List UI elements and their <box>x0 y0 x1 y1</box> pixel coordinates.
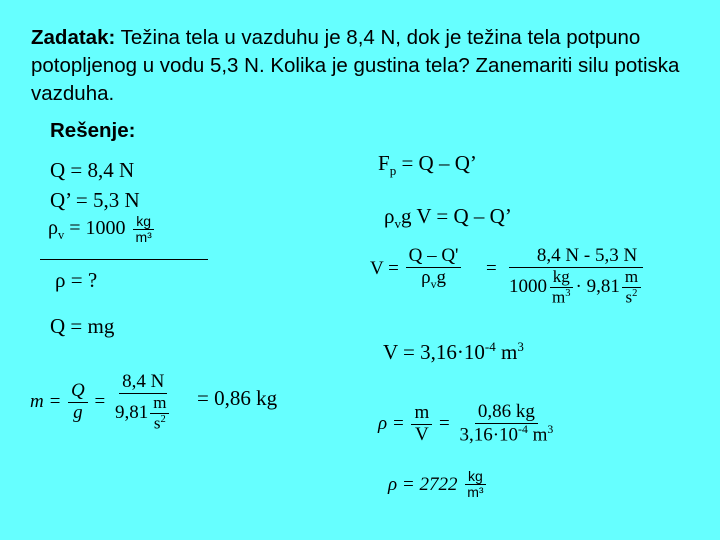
rho-water-value: = 1000 <box>69 216 126 239</box>
mass-result: = 0,86 kg <box>197 386 278 410</box>
density-lhs: ρ = <box>378 413 405 435</box>
volume-eq: = <box>486 258 497 279</box>
rho-water-unit: $\frac{kg}{\text{m³}}$ <box>132 214 154 246</box>
density-result: ρ = 2722 $\frac{kg}{\text{m³}}$ <box>388 469 489 501</box>
volume-frac-values: 8,4 N - 5,3 N 1000 $\frac{kg}{m^3}$ · 9,81 $\frac{m}{s^2}$ <box>504 246 648 307</box>
mass-calculation: m = $\frac{Q}{g}$ = 8,4 N 9,81 $\frac{m}{s^2}$ <box>30 372 176 433</box>
mass-frac-q-g: $\frac{Q}{g}$ <box>68 381 88 424</box>
volume-frac-symbolic: $\frac{Q - Q'}{\rho_vg}$ <box>406 246 462 292</box>
mass-frac-values: 8,4 N 9,81 $\frac{m}{s^2}$ <box>112 372 174 433</box>
buoyancy-force: $F_p = Q - Q$’ <box>378 151 477 179</box>
given-q: Q = 8,4 N <box>50 158 135 182</box>
mass-lhs: m = <box>30 391 62 413</box>
density-frac-symbolic: $\frac{m}{V}$ <box>411 403 432 446</box>
solution-heading: Rešenje: <box>50 119 136 142</box>
problem-text: Težina tela u vazduhu je 8,4 N, dok je težina tela potpuno potopljenog u vodu 5,3 N. Kolika je gustina tela? Zanemariti silu potiska vazduha. <box>31 26 680 105</box>
given-divider <box>40 259 208 260</box>
rho-symbol: ρ <box>48 216 58 239</box>
volume-lhs: V = <box>370 257 399 279</box>
density-calculation: ρ = $\frac{m}{V}$ = $\frac{0,86 kg}{3,16\cdot 10^{-4} m^3}$ <box>378 402 558 446</box>
volume-calculation <box>370 246 463 292</box>
buoyancy-expanded: $\rho_vg$ V = Q – Q’ <box>384 204 512 232</box>
given-q-prime: Q’ = 5,3 N <box>50 188 140 212</box>
unknown-rho: ρ = ? <box>55 268 98 292</box>
problem-label: Zadatak: <box>31 26 116 49</box>
rho-subscript: v <box>57 227 65 242</box>
given-rho-water <box>48 214 157 246</box>
problem-statement <box>31 24 691 108</box>
density-frac-values: $\frac{0,86 kg}{3,16\cdot 10^{-4} m^3}$ <box>459 401 554 446</box>
volume-result: $V = 3,16\cdot 10^{-4}$ $m^3$ <box>383 339 524 364</box>
density-unit: $\frac{kg}{\text{m³}}$ <box>464 469 486 501</box>
weight-formula: Q = mg <box>50 314 115 338</box>
